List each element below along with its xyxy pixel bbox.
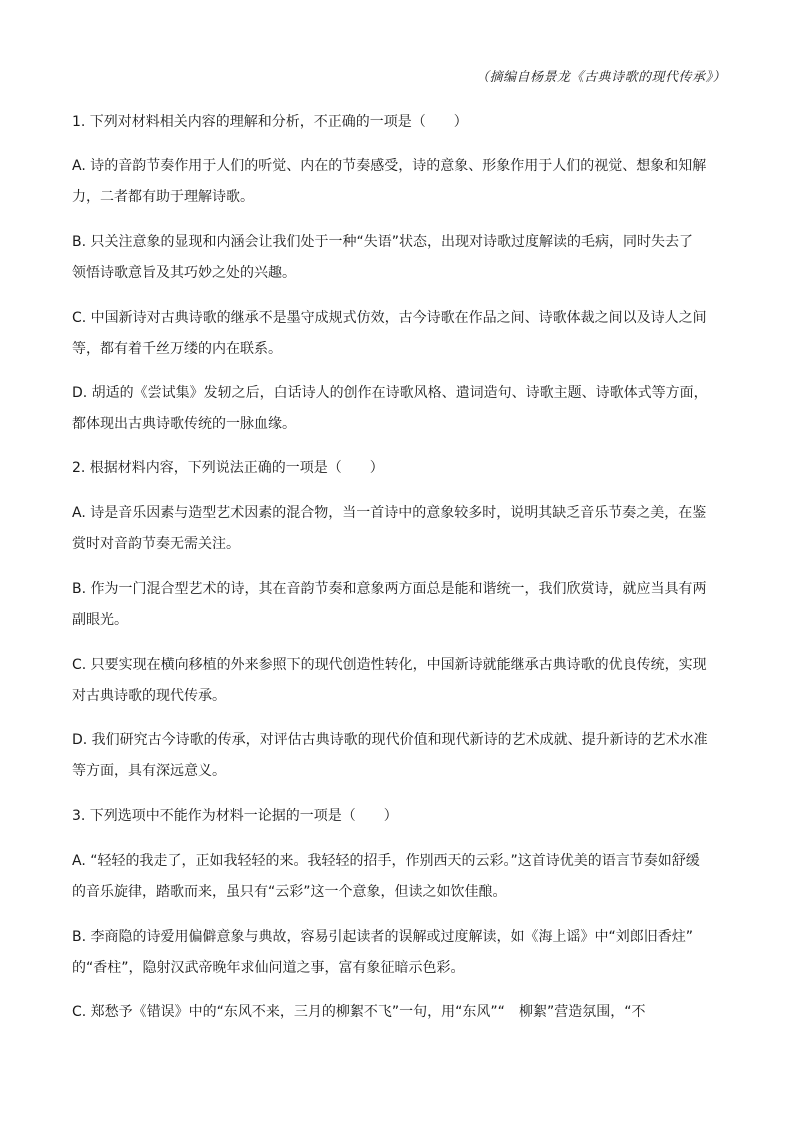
question-1-option-c-line-2: 等，都有着千丝万缕的内在联系。	[72, 341, 282, 357]
question-1-option-d-line-1: D. 胡适的《尝试集》发轫之后，白话诗人的创作在诗歌风格、遣词造句、诗歌主题、诗歌体式等方面，	[72, 385, 708, 401]
question-1-option-a-line-1: A. 诗的音韵节奏作用于人们的听觉、内在的节奏感受，诗的意象、形象作用于人们的视觉、想象和知解	[72, 158, 707, 174]
question-3-option-a-line-2: 的音乐旋律，踏歌而来，虽只有“云彩”这一个意象，但读之如饮佳酿。	[72, 884, 507, 900]
question-2-option-b-line-2: 副眼光。	[72, 612, 128, 628]
question-1-option-c-line-1: C. 中国新诗对古典诗歌的继承不是墨守成规式仿效，古今诗歌在作品之间、诗歌体裁之间以及诗人之间	[72, 310, 707, 326]
question-3-option-c-line-1: C. 郑愁予《错误》中的“东风不来，三月的柳絮不飞”一句，用“东风”“ 柳絮”营造氛围，“不	[72, 1004, 646, 1020]
question-3-stem: 3. 下列选项中不能作为材料一论据的一项是（ ）	[72, 808, 398, 824]
question-3-option-a-line-1: A. “轻轻的我走了，正如我轻轻的来。我轻轻的招手，作别西天的云彩。”这首诗优美的语言节奏如舒缓	[72, 853, 700, 869]
question-1-option-d-line-2: 都体现出古典诗歌传统的一脉血缘。	[72, 416, 296, 432]
question-1-option-b-line-1: B. 只关注意象的显现和内涵会让我们处于一种“失语”状态，出现对诗歌过度解读的毛病，同时失去了	[72, 234, 694, 250]
question-1-option-a-line-2: 力，二者都有助于理解诗歌。	[72, 189, 254, 205]
question-3-option-b-line-1: B. 李商隐的诗爱用偏僻意象与典故，容易引起读者的误解或过度解读，如《海上谣》中“刘郎旧香炷”	[72, 929, 694, 945]
question-1-stem: 1. 下列对材料相关内容的理解和分析，不正确的一项是（ ）	[72, 114, 468, 130]
question-2-option-a-line-1: A. 诗是音乐因素与造型艺术因素的混合物，当一首诗中的意象较多时，说明其缺乏音乐节奏之美，在鉴	[72, 505, 707, 521]
question-2-option-d-line-2: 等方面，具有深远意义。	[72, 763, 226, 779]
question-2-option-d-line-1: D. 我们研究古今诗歌的传承，对评估古典诗歌的现代价值和现代新诗的艺术成就、提升新诗的艺术水准	[72, 732, 708, 748]
question-2-option-c-line-2: 对古典诗歌的现代传承。	[72, 688, 226, 704]
question-1-option-b-line-2: 领悟诗歌意旨及其巧妙之处的兴趣。	[72, 265, 296, 281]
question-3-option-b-line-2: 的“香柱”，隐射汉武帝晚年求仙问道之事，富有象征暗示色彩。	[72, 960, 465, 976]
question-2-stem: 2. 根据材料内容，下列说法正确的一项是（ ）	[72, 460, 384, 476]
source-citation: （摘编自杨景龙《古典诗歌的现代传承》）	[475, 70, 726, 85]
question-2-option-a-line-2: 赏时对音韵节奏无需关注。	[72, 536, 240, 552]
question-2-option-b-line-1: B. 作为一门混合型艺术的诗，其在音韵节奏和意象两方面总是能和谐统一，我们欣赏诗，就应当具有两	[72, 581, 707, 597]
question-2-option-c-line-1: C. 只要实现在横向移植的外来参照下的现代创造性转化，中国新诗就能继承古典诗歌的优良传统，实现	[72, 657, 707, 673]
